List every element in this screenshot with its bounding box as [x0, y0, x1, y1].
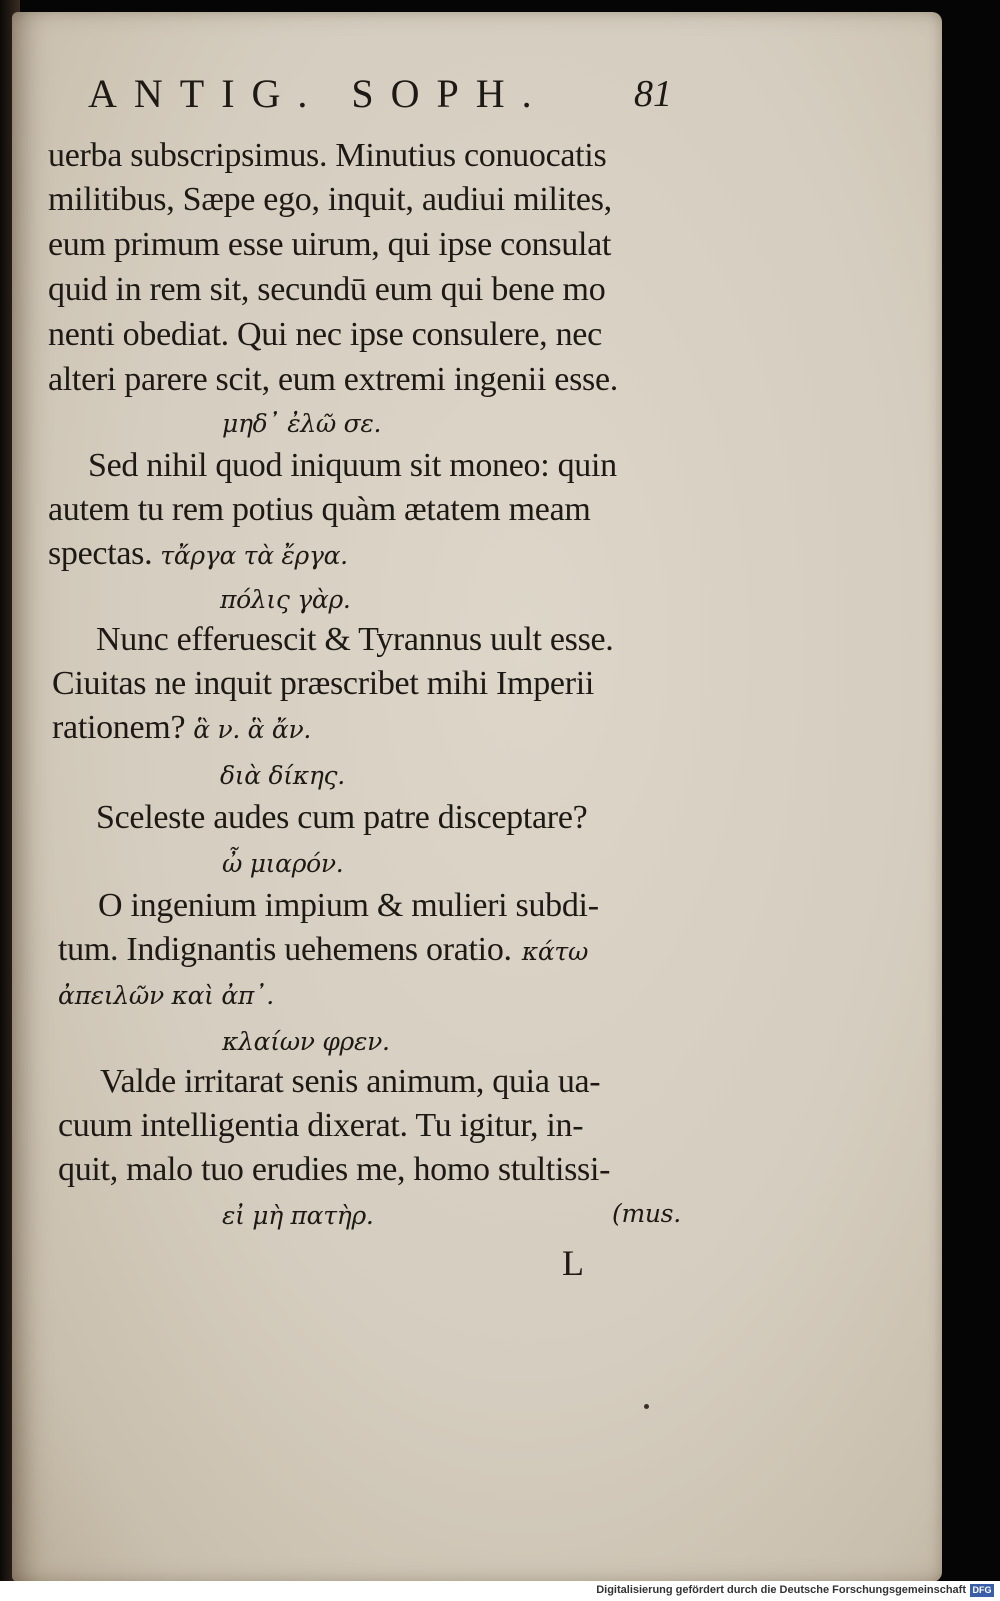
greek-text: εἰ μὴ πατὴρ.	[222, 1201, 374, 1230]
latin-text: spectas.	[48, 535, 153, 572]
greek-text: ἀπειλῶν καὶ ἀπ᾽.	[58, 981, 274, 1010]
text-line	[222, 1020, 390, 1062]
text-line	[222, 402, 381, 444]
catchword: (mus.	[612, 1199, 681, 1228]
latin-text: Valde irritarat senis animum, quia ua-	[100, 1063, 601, 1100]
ink-speck	[644, 1404, 649, 1409]
book-page	[12, 12, 942, 1582]
signature-mark: L	[562, 1243, 584, 1283]
text-line	[58, 974, 274, 1016]
greek-text: ὦ μιαρόν.	[222, 849, 344, 878]
latin-text: quit, malo tuo erudies me, homo stultissi-	[58, 1151, 611, 1188]
latin-text: militibus, Sæpe ego, inquit, audiui milites,	[48, 181, 612, 218]
running-head-title: ANTIG. SOPH.	[88, 71, 549, 116]
text-line	[48, 534, 348, 576]
greek-text: κάτω	[521, 937, 589, 966]
latin-text: uerba subscripsimus. Minutius conuocatis	[48, 137, 607, 174]
text-line	[88, 446, 617, 486]
text-line	[58, 1150, 610, 1190]
greek-text: ἃ ν. ἃ ἄν.	[193, 715, 312, 744]
text-line	[48, 360, 618, 400]
text-line	[58, 930, 588, 972]
latin-text: Ciuitas ne inquit præscribet mihi Imperii	[52, 665, 595, 702]
dfg-logo: DFG	[970, 1584, 994, 1597]
latin-text: Sceleste audes cum patre disceptare?	[96, 799, 588, 836]
text-line	[222, 1194, 374, 1236]
text-line	[100, 1062, 600, 1102]
latin-text: Sed nihil quod iniquum sit moneo: quin	[88, 447, 617, 484]
latin-text: quid in rem sit, secundū eum qui bene mo	[48, 271, 606, 308]
latin-text: cuum intelligentia dixerat. Tu igitur, in-	[58, 1107, 584, 1144]
text-line	[98, 886, 599, 926]
text-line	[48, 225, 611, 265]
greek-text: κλαίων φρεν.	[222, 1027, 390, 1056]
latin-text: eum primum esse uirum, qui ipse consulat	[48, 226, 612, 263]
latin-text: nenti obediat. Qui nec ipse consulere, nec	[48, 316, 602, 353]
latin-text: O ingenium impium & mulieri subdi-	[98, 887, 599, 924]
text-line	[48, 180, 612, 220]
running-head	[88, 70, 708, 130]
footer-bar	[0, 1581, 1000, 1601]
text-line	[58, 1106, 583, 1146]
text-line	[220, 578, 351, 620]
latin-text: rationem?	[52, 709, 186, 746]
latin-text: alteri parere scit, eum extremi ingenii esse.	[48, 361, 618, 398]
greek-text: διὰ δίκης.	[220, 761, 345, 790]
folio-number: 81	[634, 73, 672, 115]
latin-text: tum. Indignantis uehemens oratio.	[58, 931, 512, 968]
footer-credit: Digitalisierung gefördert durch die Deutsche Forschungsgemeinschaft	[596, 1584, 966, 1596]
text-line	[96, 798, 587, 838]
text-line	[52, 664, 594, 704]
greek-text: τἄργα τὰ ἔργα.	[160, 541, 348, 570]
text-line	[220, 754, 345, 796]
greek-text: μηδ᾽ ἐλῶ σε.	[222, 409, 382, 438]
text-line	[48, 490, 591, 530]
text-line	[96, 620, 614, 660]
latin-text: Nunc efferuescit & Tyrannus uult esse.	[96, 621, 614, 658]
text-line	[222, 842, 343, 884]
text-line	[48, 136, 606, 176]
text-line	[52, 708, 311, 750]
text-line	[48, 270, 605, 310]
greek-text: πόλις γὰρ.	[220, 585, 351, 614]
text-line	[48, 315, 602, 355]
latin-text: autem tu rem potius quàm ætatem meam	[48, 491, 591, 528]
